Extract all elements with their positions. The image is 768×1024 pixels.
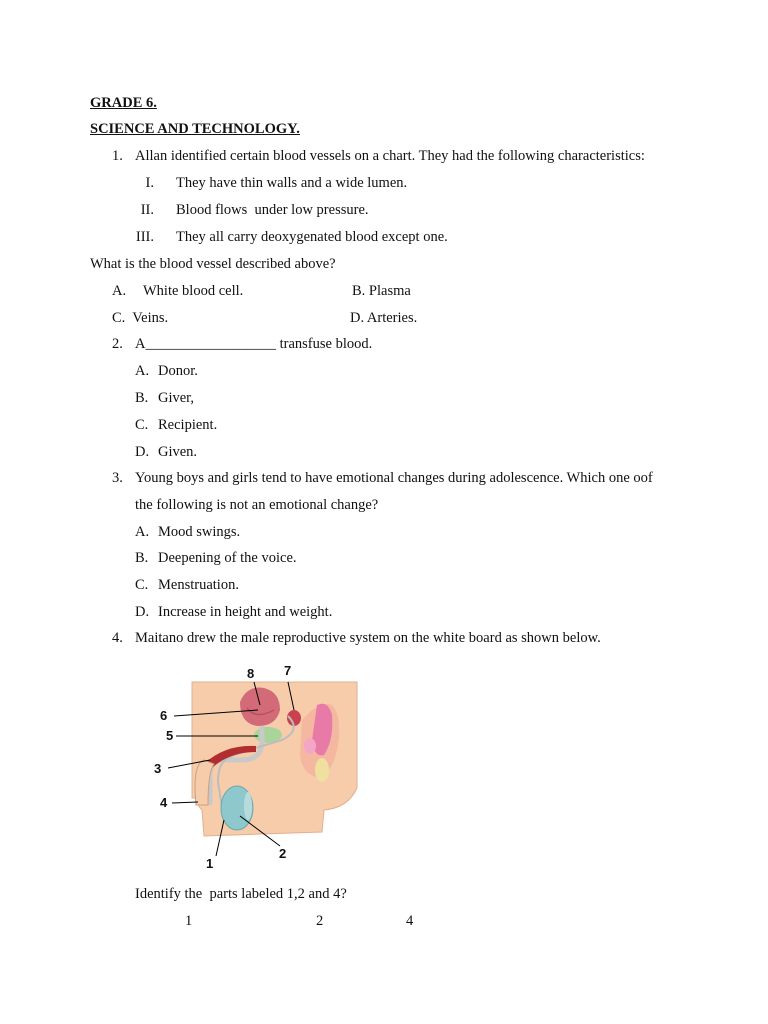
answer-column-label: 4	[406, 913, 414, 929]
q3-option-text: Deepening of the voice.	[158, 550, 297, 566]
q2-option-letter: A.	[135, 363, 150, 379]
q3-option-letter: C.	[135, 577, 149, 593]
diagram-label-8: 8	[247, 666, 255, 681]
leader-line-4	[172, 802, 198, 803]
q2-option-letter: C.	[135, 417, 149, 433]
anus-region	[315, 758, 329, 782]
reproductive-system-diagram	[152, 660, 367, 872]
diagram-label-4: 4	[160, 795, 168, 810]
diagram-label-7: 7	[284, 663, 292, 678]
q1-text: Allan identified certain blood vessels on a chart. They had the following characteristics:	[135, 148, 645, 164]
q2-option-text: Given.	[158, 444, 198, 460]
q1-number: 1.	[112, 148, 123, 164]
q2-option-letter: D.	[135, 444, 150, 460]
q3-option-letter: D.	[135, 604, 150, 620]
q4-number: 4.	[112, 630, 123, 646]
diagram-label-5: 5	[166, 728, 174, 743]
q3-option-letter: A.	[135, 524, 150, 540]
q1-item-text: Blood flows under low pressure.	[176, 202, 369, 218]
q4-prompt: Identify the parts labeled 1,2 and 4?	[135, 886, 347, 902]
q3-number: 3.	[112, 470, 123, 486]
q1-prompt: What is the blood vessel described above?	[90, 256, 336, 272]
q1-option-c: C. Veins.	[112, 310, 169, 326]
q2-text: A__________________ transfuse blood.	[135, 336, 373, 352]
diagram-label-1: 1	[206, 856, 214, 871]
q3-text-line1: Young boys and girls tend to have emotional changes during adolescence. Which one oof	[135, 470, 653, 486]
diagram-label-6: 6	[160, 708, 168, 723]
q1-item-text: They have thin walls and a wide lumen.	[176, 175, 408, 191]
q1-item-numeral: III.	[135, 229, 154, 245]
grade-heading: GRADE 6.	[90, 95, 157, 111]
epididymis	[244, 792, 252, 820]
bladder	[240, 688, 280, 726]
q3-option-text: Increase in height and weight.	[158, 604, 333, 620]
q1-item-numeral: II.	[140, 202, 154, 218]
q3-text-line2: the following is not an emotional change?	[135, 497, 379, 513]
q1-option-d: D. Arteries.	[350, 310, 418, 326]
q1-item-text: They all carry deoxygenated blood except one.	[176, 229, 448, 245]
answer-column-label: 1	[185, 913, 193, 929]
q3-option-text: Menstruation.	[158, 577, 239, 593]
q2-number: 2.	[112, 336, 123, 352]
answer-column-label: 2	[316, 913, 324, 929]
q2-option-text: Recipient.	[158, 417, 218, 433]
diagram-label-2: 2	[279, 846, 287, 861]
q2-option-text: Donor.	[158, 363, 198, 379]
small-pink-gland	[304, 738, 316, 754]
subject-heading: SCIENCE AND TECHNOLOGY.	[90, 121, 300, 137]
q4-text: Maitano drew the male reproductive system on the white board as shown below.	[135, 630, 601, 646]
q3-option-letter: B.	[135, 550, 149, 566]
q1-option-b: B. Plasma	[352, 283, 411, 299]
q2-option-letter: B.	[135, 390, 149, 406]
diagram-label-3: 3	[154, 761, 162, 776]
q1-option-a-letter: A.	[112, 283, 127, 299]
q2-option-text: Giver,	[158, 390, 195, 406]
q3-option-text: Mood swings.	[158, 524, 241, 540]
q1-item-numeral: I.	[145, 175, 154, 191]
q1-option-a: White blood cell.	[143, 283, 244, 299]
